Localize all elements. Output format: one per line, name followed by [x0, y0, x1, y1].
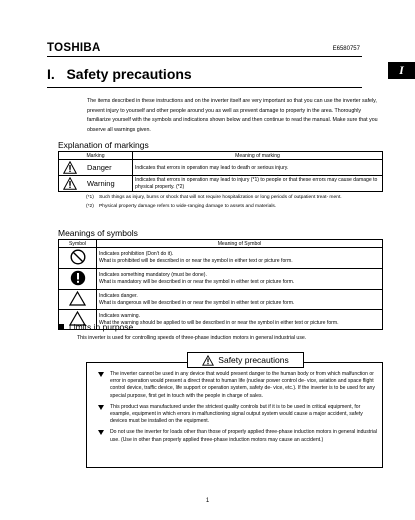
- symbol-meaning-line: What is prohibited will be described in or near the symbol in either text or picture form.: [99, 258, 293, 264]
- chapter-tab[interactable]: I: [388, 62, 415, 79]
- table-row: [59, 160, 383, 176]
- limits-text: This inverter is used for controlling speeds of three-phase induction motors in general industrial use.: [77, 335, 307, 341]
- table-row: [59, 248, 383, 269]
- triangle-bullet-icon: [98, 430, 104, 435]
- symbol-meaning-line: Indicates danger.: [99, 292, 138, 299]
- danger-warning-icon: [63, 161, 77, 174]
- symbol-meaning-line: Indicates warning.: [99, 312, 141, 319]
- safety-precautions-title: [187, 352, 304, 368]
- toshiba-logo: TOSHIBA: [47, 42, 101, 54]
- symbol-meaning-line: What is dangerous will be described in or near the symbol in either text or picture form.: [99, 299, 295, 306]
- table-row: [59, 176, 383, 192]
- note-mark: (*2): [86, 203, 94, 209]
- danger-label: Danger: [87, 163, 112, 172]
- note-item: [86, 203, 384, 212]
- markings-table: [58, 151, 383, 192]
- list-item: [98, 404, 378, 426]
- markings-col-meaning: Meaning of marking: [133, 152, 383, 160]
- safety-item-text: This product was manufactured under the strictest quality controls but if it is to be used in critical equipment, for example, equipment in which errors in malfunctioning signal output system would cause a major accident, safety devices must be installed on the equipment.: [110, 403, 363, 425]
- document-number: E6580757: [332, 46, 360, 52]
- note-mark: (*1): [86, 195, 94, 200]
- note-item: [86, 194, 384, 203]
- warning-triangle-icon: [202, 355, 214, 366]
- symbols-table: [58, 239, 383, 330]
- page-number: 1: [205, 498, 210, 504]
- symbol-meaning-line: Indicates prohibition (Don't do it).: [99, 251, 174, 257]
- triangle-bullet-icon: [98, 405, 104, 410]
- note-text: Such things as injury, burns or shock that will not require hospitalization or long periods of outpatient treat- ment.: [99, 195, 342, 200]
- danger-meaning: Indicates that errors in operation may lead to death or serious injury.: [133, 160, 383, 176]
- danger-triangle-icon: [69, 291, 86, 306]
- note-text: Physical property damage refers to wide-ranging damage to assets and materials.: [99, 203, 277, 209]
- prohibition-icon: [70, 249, 86, 265]
- markings-heading: Explanation of markings: [58, 140, 149, 150]
- symbols-col-meaning: Meaning of Symbol: [97, 240, 383, 248]
- limits-heading-text: Limits in purpose: [69, 322, 134, 332]
- symbols-heading: Meanings of symbols: [58, 228, 138, 238]
- markings-col-marking: Marking: [59, 152, 133, 160]
- safety-item-text: The inverter cannot be used in any device that would present danger to the human body or from which malfunction or error in operation would present a direct threat to human life (nuclear power control de- vice, aviation and space flight control device, traffic device, life support or operation system, safety de- vice, etc.). If the inverter is to be used for any special purpose, first get in touch with the people in charge of sales.: [110, 371, 375, 399]
- square-bullet-icon: [58, 324, 64, 330]
- title-underline: [47, 87, 362, 88]
- mandatory-icon: [70, 270, 86, 286]
- markings-notes: [86, 194, 384, 211]
- list-item: [98, 429, 378, 443]
- symbol-meaning-line: What the warning should be applied to will be described in or near the symbol in either text or picture form.: [99, 319, 339, 326]
- warning-label: Warning: [87, 179, 115, 188]
- warning-triangle-icon: [63, 177, 77, 190]
- table-row: [59, 290, 383, 310]
- safety-precautions-title-text: Safety precautions: [218, 355, 289, 365]
- section-title: I. Safety precautions: [47, 66, 192, 82]
- list-item: [98, 371, 378, 400]
- table-row: [59, 269, 383, 290]
- triangle-bullet-icon: [98, 372, 104, 377]
- safety-precautions-list: [98, 371, 378, 448]
- warning-meaning: Indicates that errors in operation may lead to injury (*1) to people or that these errors may cause damage to physical property. (*2): [133, 176, 383, 192]
- symbols-col-symbol: Symbol: [59, 240, 97, 248]
- safety-item-text: Do not use the inverter for loads other than those of properly applied three-phase induction motors in general industrial use. (Use in other than properly applied three-phase induction motors may cause an accident.): [110, 429, 378, 443]
- symbol-meaning-line: Indicates something mandatory (must be done).: [99, 272, 207, 278]
- limits-heading: [58, 322, 133, 332]
- symbol-meaning-line: What is mandatory will be described in or near the symbol in either text or picture form.: [99, 279, 295, 285]
- intro-paragraph: The items described in these instructions and on the inverter itself are very important so that you can use the inverter safely, prevent injury to yourself and other people around you as well as prevent damage to property in the area. Thoroughly familiarize yourself with the symbols and indications shown below and then continue to read the manual. Make sure that you observe all warnings given.: [87, 98, 378, 133]
- header-rule: [47, 56, 362, 57]
